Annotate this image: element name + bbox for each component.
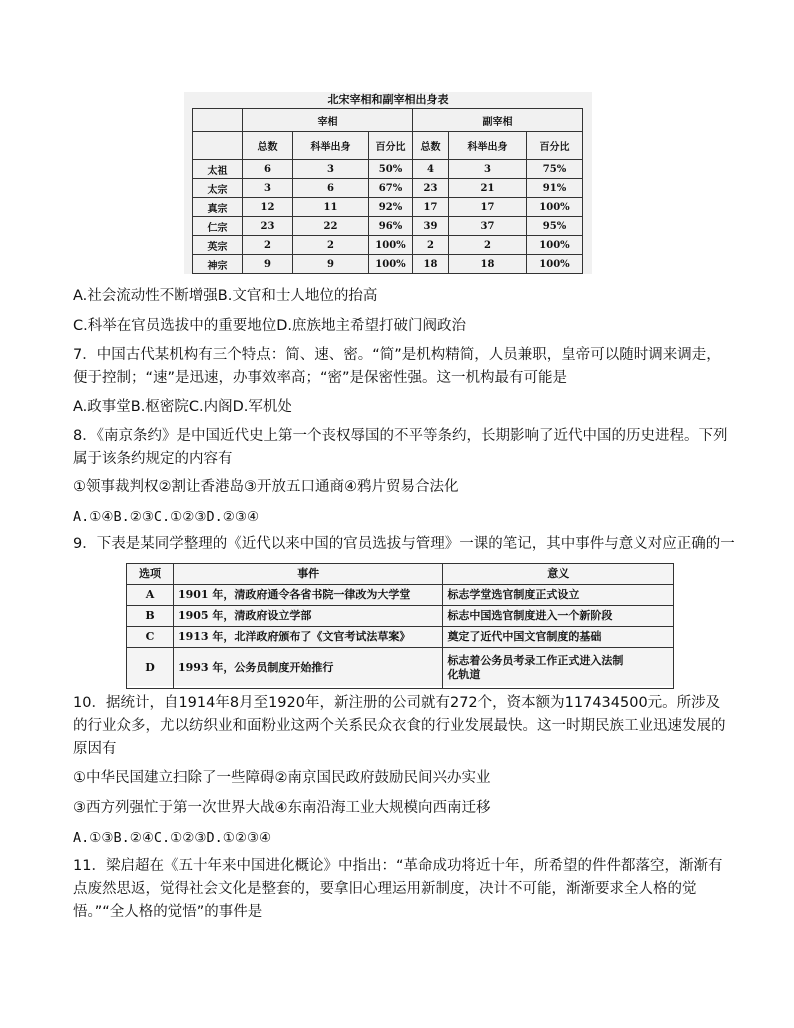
- table-cell: 4: [413, 160, 449, 179]
- table-cell: 12: [243, 198, 293, 217]
- table-cell: 100%: [527, 255, 583, 274]
- meaning-cell: 奠定了近代中国文官制度的基础: [443, 627, 674, 648]
- option-cell: A: [127, 585, 174, 606]
- meaning-cell: 标志中国选官制度进入一个新阶段: [443, 606, 674, 627]
- table-cell: 3: [293, 160, 369, 179]
- header-cell: 选项: [127, 564, 174, 585]
- q9-notes-table: [126, 563, 674, 689]
- table-cell: 18: [413, 255, 449, 274]
- q7-stem: 7．中国古代某机构有三个特点：简、速、密。“简”是机构精简，人员兼职，皇帝可以随时调来调走，便于控制；“速”是迅速，办事效率高；“密”是保密性强。这一机构最有可能是: [73, 347, 721, 386]
- table-cell: 21: [449, 179, 527, 198]
- group-header-vice-chancellor: 副宰相: [413, 109, 583, 132]
- q11-stem-line3: 悟。”“全人格的觉悟”的事件是: [73, 904, 263, 920]
- option-cell: D: [127, 648, 174, 689]
- song-chancellor-table: [192, 108, 583, 274]
- q11-stem-line1: 11．梁启超在《五十年来中国进化概论》中指出：“革命成功将近十年，所希望的件件都落空，渐渐有: [73, 858, 723, 874]
- q8-stem: 8．《南京条约》是中国近代史上第一个丧权辱国的不平等条约，长期影响了近代中国的历史进程。下列属于该条约规定的内容有: [73, 428, 728, 467]
- table-cell: 2: [243, 236, 293, 255]
- event-cell: 1913 年，北洋政府颁布了《文官考试法草案》: [173, 627, 443, 648]
- event-cell: 1905 年，清政府设立学部: [173, 606, 443, 627]
- meaning-cell: [443, 648, 674, 689]
- emperor-cell: 仁宗: [193, 217, 243, 236]
- q10-stem: 10．据统计，自1914年8月至1920年，新注册的公司就有272个，资本额为117434500元。所涉及的行业众多，尤以纺织业和面粉业这两个关系民众衣食的行业发展最快。这一时期民族工业迅速发展的原因有: [73, 695, 726, 757]
- emperor-cell: 英宗: [193, 236, 243, 255]
- table-cell: 23: [243, 217, 293, 236]
- table-cell: 9: [293, 255, 369, 274]
- emperor-cell: 太宗: [193, 179, 243, 198]
- table-cell: 67%: [369, 179, 413, 198]
- sub-header: 科举出身: [449, 132, 527, 160]
- sub-header: 总数: [243, 132, 293, 160]
- q8-items: ①领事裁判权②割让香港岛③开放五口通商④鸦片贸易合法化: [73, 479, 459, 495]
- table-cell: 39: [413, 217, 449, 236]
- table-row: [127, 585, 674, 606]
- emperor-cell: 真宗: [193, 198, 243, 217]
- table-cell: 3: [243, 179, 293, 198]
- meaning-line: 标志着公务员考录工作正式进入法制: [447, 654, 624, 667]
- q7-options: A.政事堂B.枢密院C.内阁D.军机处: [73, 399, 292, 415]
- emperor-cell: 太祖: [193, 160, 243, 179]
- header-cell: 事件: [173, 564, 443, 585]
- table-cell: 100%: [527, 236, 583, 255]
- table-row: [127, 627, 674, 648]
- event-cell: 1993 年，公务员制度开始推行: [173, 648, 443, 689]
- table-row: [193, 255, 583, 274]
- group-header-chancellor: 宰相: [243, 109, 413, 132]
- table-cell: 2: [449, 236, 527, 255]
- table-cell: 17: [413, 198, 449, 217]
- table-cell: 100%: [369, 255, 413, 274]
- q10-options: A.①③B.②④C.①②③D.①②③④: [73, 830, 272, 846]
- table-row: [193, 179, 583, 198]
- table-title: 北宋宰相和副宰相出身表: [327, 93, 449, 106]
- table-cell: 91%: [527, 179, 583, 198]
- table-row: [193, 198, 583, 217]
- sub-header: 百分比: [527, 132, 583, 160]
- table-cell: 2: [413, 236, 449, 255]
- q10-items-1: ①中华民国建立扫除了一些障碍②南京国民政府鼓励民间兴办实业: [73, 770, 491, 786]
- table-cell: 18: [449, 255, 527, 274]
- table-cell: 100%: [527, 198, 583, 217]
- table-cell: 96%: [369, 217, 413, 236]
- table-cell: 9: [243, 255, 293, 274]
- table-row: [193, 217, 583, 236]
- sub-header: 总数: [413, 132, 449, 160]
- q6-options-line1: A.社会流动性不断增强B.文官和士人地位的抬高: [73, 288, 378, 304]
- table-cell: 100%: [369, 236, 413, 255]
- table-cell: 6: [293, 179, 369, 198]
- option-cell: B: [127, 606, 174, 627]
- sub-header: 百分比: [369, 132, 413, 160]
- q8-options: A.①④B.②③C.①②③D.②③④: [73, 509, 260, 525]
- table-row: [193, 160, 583, 179]
- table-cell: 92%: [369, 198, 413, 217]
- sub-header: 科举出身: [293, 132, 369, 160]
- header-cell: 意义: [443, 564, 674, 585]
- table-cell: 23: [413, 179, 449, 198]
- table-cell: 6: [243, 160, 293, 179]
- meaning-line: 化轨道: [447, 668, 481, 681]
- table-cell: 11: [293, 198, 369, 217]
- emperor-cell: 神宗: [193, 255, 243, 274]
- table-cell: 2: [293, 236, 369, 255]
- table-cell: 95%: [527, 217, 583, 236]
- event-cell: 1901 年，清政府通令各省书院一律改为大学堂: [173, 585, 443, 606]
- song-chancellor-table-image: [184, 92, 592, 274]
- table-cell: 50%: [369, 160, 413, 179]
- table-cell: 22: [293, 217, 369, 236]
- q10-items-2: ③西方列强忙于第一次世界大战④东南沿海工业大规模向西南迁移: [73, 800, 491, 816]
- table-cell: 17: [449, 198, 527, 217]
- q9-stem: 9．下表是某同学整理的《近代以来中国的官员选拔与管理》一课的笔记，其中事件与意义对应正确的一: [73, 536, 735, 552]
- table-row: [127, 648, 674, 689]
- table-cell: 37: [449, 217, 527, 236]
- q9-table-image: [126, 563, 674, 686]
- q11-stem-line2: 点废然思返，觉得社会文化是整套的，要拿旧心理运用新制度，决计不可能，渐渐要求全人格的觉: [73, 881, 697, 897]
- header-empty-cell: [193, 132, 243, 160]
- option-cell: C: [127, 627, 174, 648]
- table-row: [127, 606, 674, 627]
- table-cell: 3: [449, 160, 527, 179]
- header-empty-cell: [193, 109, 243, 132]
- table-row: [193, 236, 583, 255]
- q6-options-line2: C.科举在官员选拔中的重要地位D.庶族地主希望打破门阀政治: [73, 318, 467, 334]
- table-cell: 75%: [527, 160, 583, 179]
- meaning-cell: 标志学堂选官制度正式设立: [443, 585, 674, 606]
